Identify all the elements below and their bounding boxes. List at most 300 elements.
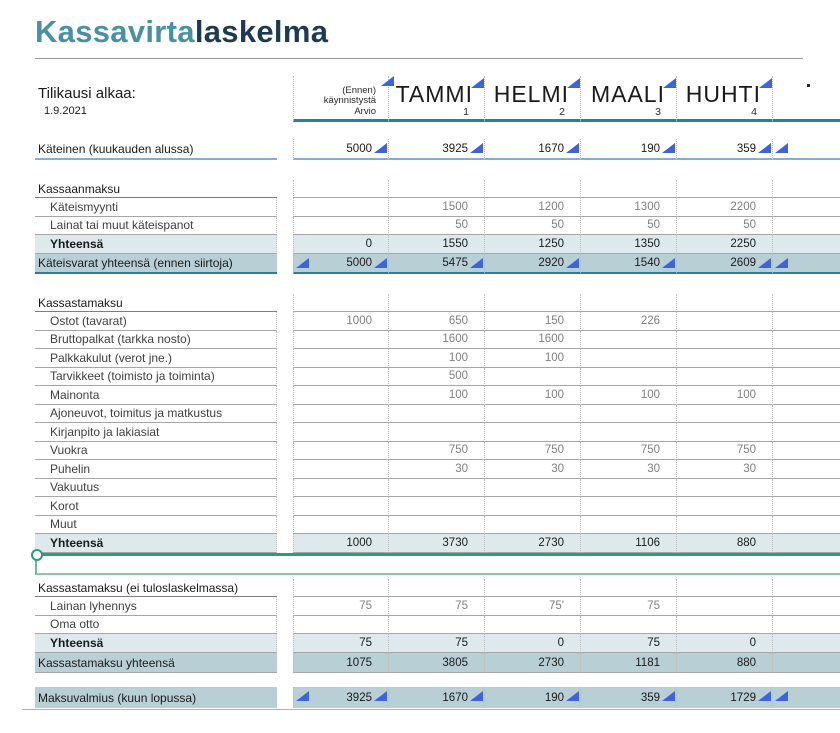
cell-pre[interactable]	[293, 217, 389, 236]
cell-tammi[interactable]	[389, 534, 485, 553]
row-label-cell[interactable]: Yhteensä	[35, 534, 277, 553]
cell-value: 150	[544, 314, 564, 327]
cell-maali[interactable]	[581, 386, 677, 405]
cell-next-clipped[interactable]	[773, 405, 840, 424]
month-number: 3	[655, 106, 661, 118]
cell-huhti[interactable]	[677, 516, 773, 535]
cell-tammi[interactable]	[389, 294, 485, 312]
cell-huhti[interactable]	[677, 217, 773, 236]
cell-pre[interactable]	[293, 534, 389, 553]
cell-tammi[interactable]	[389, 634, 485, 653]
cell-value: 750	[544, 444, 564, 457]
selection-rectangle[interactable]	[35, 553, 840, 575]
cell-next-clipped[interactable]	[773, 516, 840, 535]
cell-huhti[interactable]	[677, 312, 773, 331]
row-label-cell[interactable]: Lainan lyhennys	[35, 597, 277, 616]
row-mainonta	[35, 386, 840, 405]
column-gap	[277, 497, 293, 516]
cell-tammi[interactable]	[389, 479, 485, 498]
cell-value: 2730	[538, 656, 564, 669]
row-label-cell[interactable]: Muut	[35, 516, 277, 535]
column-gap	[277, 368, 293, 387]
cell-maali[interactable]	[581, 579, 677, 597]
cell-pre[interactable]	[293, 634, 389, 653]
row-label-cell[interactable]: Korot	[35, 497, 277, 516]
cell-tammi[interactable]	[389, 405, 485, 424]
row-label-cell[interactable]: Kassastamaksu	[35, 294, 277, 312]
cell-tammi[interactable]	[389, 460, 485, 479]
cell-tammi[interactable]	[389, 139, 485, 160]
row-k-teisvarat-yhteens-ennen-siirtoja	[35, 254, 840, 274]
cell-helmi[interactable]	[485, 368, 581, 387]
selection-handle[interactable]	[31, 549, 43, 561]
row-label-cell[interactable]: Yhteensä	[35, 235, 277, 254]
flag-icon	[296, 691, 309, 701]
row-selection	[35, 553, 840, 575]
cell-maali[interactable]	[581, 235, 677, 254]
cell-value: 0	[365, 238, 372, 250]
cell-next[interactable]	[773, 579, 840, 597]
row-palkkakulut-verot-jne	[35, 349, 840, 368]
cell-next-clipped[interactable]	[773, 198, 840, 217]
cell-next-clipped[interactable]	[773, 479, 840, 498]
cell-pre[interactable]	[293, 687, 389, 708]
row-lainan-lyhennys	[35, 597, 840, 616]
cell-maali[interactable]	[581, 217, 677, 236]
flag-icon	[758, 143, 771, 153]
row-gap	[35, 673, 840, 687]
cell-helmi[interactable]	[485, 442, 581, 461]
cell-huhti[interactable]	[677, 534, 773, 553]
month-name: HELMI	[493, 81, 569, 107]
row-bruttopalkat-tarkka-nosto	[35, 331, 840, 350]
cell-value: 1550	[442, 238, 468, 250]
cell-tammi[interactable]	[389, 368, 485, 387]
cell-next-clipped[interactable]	[773, 634, 840, 653]
cell-value: 75	[647, 637, 660, 649]
cell-value: 100	[640, 388, 660, 401]
cell-value: 75'	[549, 599, 564, 612]
row-vuokra	[35, 442, 840, 461]
cell-value: 359	[736, 142, 756, 155]
row-label-cell[interactable]: Vakuutus	[35, 479, 277, 498]
cell-next-clipped[interactable]	[773, 349, 840, 368]
cell-maali[interactable]	[581, 312, 677, 331]
cell-huhti[interactable]	[677, 331, 773, 350]
cell-tammi[interactable]	[389, 349, 485, 368]
cell-maali[interactable]	[581, 653, 677, 673]
cell-helmi[interactable]	[485, 653, 581, 673]
cell-next-clipped[interactable]	[773, 534, 840, 553]
cell-value: 2200	[730, 200, 756, 213]
flag-icon	[470, 143, 483, 153]
cell-tammi[interactable]	[389, 497, 485, 516]
cell-pre[interactable]	[293, 497, 389, 516]
row-label-cell[interactable]: Käteinen (kuukauden alussa)	[35, 139, 277, 160]
cell-next[interactable]	[773, 180, 840, 198]
cell-helmi[interactable]	[485, 497, 581, 516]
cell-maali[interactable]	[581, 597, 677, 616]
cell-pre[interactable]	[293, 442, 389, 461]
column-gap	[277, 423, 293, 442]
cell-huhti[interactable]	[677, 405, 773, 424]
row-label-cell[interactable]: Maksuvalmius (kuun lopussa)	[35, 687, 277, 708]
cell-helmi[interactable]	[485, 217, 581, 236]
cell-pre[interactable]	[293, 368, 389, 387]
cell-tammi[interactable]	[389, 687, 485, 708]
cell-value: 30	[743, 462, 756, 475]
cell-value: 2920	[538, 257, 564, 269]
cell-value: 1181	[635, 656, 660, 669]
cell-helmi[interactable]	[485, 534, 581, 553]
cell-pre[interactable]	[293, 254, 389, 274]
cell-maali[interactable]	[581, 368, 677, 387]
column-header-maali[interactable]	[581, 76, 677, 122]
row-label-cell[interactable]: Kirjanpito ja lakiasiat	[35, 423, 277, 442]
cell-maali[interactable]	[581, 634, 677, 653]
cell-tammi[interactable]	[389, 423, 485, 442]
row-maksuvalmius-kuun-lopussa	[35, 687, 840, 708]
cell-next-clipped[interactable]	[773, 235, 840, 254]
cell-value: 5000	[346, 257, 372, 269]
pre-column-line: Arvio	[354, 105, 376, 117]
row-ajoneuvot-toimitus-ja-matkustus	[35, 405, 840, 424]
cell-maali[interactable]	[581, 516, 677, 535]
cell-tammi[interactable]	[389, 198, 485, 217]
flag-icon	[775, 258, 788, 268]
cell-value: 2250	[730, 238, 756, 250]
column-gap	[277, 76, 293, 122]
row-label-cell[interactable]: Kassaanmaksu	[35, 180, 277, 198]
cell-next-clipped[interactable]	[773, 597, 840, 616]
flag-icon	[662, 258, 675, 268]
cell-value: 1350	[634, 238, 660, 250]
cell-tammi[interactable]	[389, 217, 485, 236]
cell-huhti[interactable]	[677, 254, 773, 274]
cell-value: 5000	[346, 142, 372, 155]
cell-value: 1000	[346, 537, 372, 549]
cell-helmi[interactable]	[485, 460, 581, 479]
cell-tammi[interactable]	[389, 442, 485, 461]
cell-value: 30	[551, 462, 564, 475]
cell-value: 50	[551, 219, 564, 232]
cell-next-clipped[interactable]	[773, 423, 840, 442]
flag-icon	[374, 143, 387, 153]
row-label-cell[interactable]: Vuokra	[35, 442, 277, 461]
column-gap	[277, 534, 293, 553]
column-gap	[277, 616, 293, 635]
cell-pre[interactable]	[293, 579, 389, 597]
row-gap	[35, 122, 840, 139]
row-kassaanmaksu	[35, 180, 840, 198]
cell-helmi[interactable]	[485, 634, 581, 653]
row-label-cell[interactable]: Tarvikkeet (toimisto ja toiminta)	[35, 368, 277, 387]
cell-helmi[interactable]	[485, 423, 581, 442]
cell-next-clipped[interactable]	[773, 368, 840, 387]
cell-value: 1200	[538, 200, 564, 213]
cell-tammi[interactable]	[389, 386, 485, 405]
month-name: HUHTI	[685, 81, 761, 107]
column-gap	[277, 634, 293, 653]
column-gap	[277, 386, 293, 405]
row-muut	[35, 516, 840, 535]
cell-value: 1670	[538, 142, 564, 155]
cell-value: 100	[448, 388, 468, 401]
cell-maali[interactable]	[581, 616, 677, 635]
row-label-cell[interactable]: Ostot (tavarat)	[35, 312, 277, 331]
cell-helmi[interactable]	[485, 180, 581, 198]
cell-value: 30	[647, 462, 660, 475]
cell-value: 1540	[634, 257, 660, 269]
cell-maali[interactable]	[581, 180, 677, 198]
column-header-tammi[interactable]	[389, 76, 485, 122]
cell-value: 750	[736, 444, 756, 457]
row-label-cell[interactable]: Kassastamaksu (ei tuloslaskelmassa)	[35, 579, 277, 597]
cell-helmi[interactable]	[485, 579, 581, 597]
row-kassastamaksu-ei-tuloslaskelmassa	[35, 579, 840, 597]
cell-value: 650	[448, 314, 468, 327]
cell-next-clipped[interactable]	[773, 312, 840, 331]
cell-helmi[interactable]	[485, 294, 581, 312]
cell-next-clipped[interactable]	[773, 442, 840, 461]
cell-huhti[interactable]	[677, 579, 773, 597]
cell-value: 1729	[730, 691, 756, 704]
cell-next-clipped[interactable]	[773, 254, 840, 274]
cell-helmi[interactable]	[485, 479, 581, 498]
cell-value: 75	[647, 599, 660, 612]
cell-pre[interactable]	[293, 479, 389, 498]
cell-pre[interactable]	[293, 198, 389, 217]
cell-pre[interactable]	[293, 597, 389, 616]
row-label-cell[interactable]: Mainonta	[35, 386, 277, 405]
column-gap	[277, 405, 293, 424]
period-cell[interactable]	[35, 76, 277, 122]
cell-helmi[interactable]	[485, 516, 581, 535]
cell-pre[interactable]	[293, 516, 389, 535]
cell-tammi[interactable]	[389, 579, 485, 597]
period-label: Tilikausi alkaa:	[38, 85, 136, 102]
cell-value: 30	[455, 462, 468, 475]
cell-huhti[interactable]	[677, 294, 773, 312]
cell-maali[interactable]	[581, 423, 677, 442]
cell-value: 190	[544, 691, 564, 704]
row-label-cell[interactable]: Käteisvarat yhteensä (ennen siirtoja)	[35, 254, 277, 274]
cell-tammi[interactable]	[389, 331, 485, 350]
cell-helmi[interactable]	[485, 331, 581, 350]
column-header-helmi[interactable]	[485, 76, 581, 122]
clipped-next-month-mark	[807, 84, 810, 87]
row-gap	[35, 160, 840, 180]
cell-pre[interactable]	[293, 139, 389, 160]
cell-huhti[interactable]	[677, 634, 773, 653]
cell-value: 2609	[730, 257, 756, 269]
cell-maali[interactable]	[581, 294, 677, 312]
row-yhteens	[35, 634, 840, 653]
month-number: 4	[751, 106, 757, 118]
cell-helmi[interactable]	[485, 405, 581, 424]
page-title-accent: Kassavirta	[35, 14, 195, 49]
column-gap	[277, 217, 293, 236]
month-number: 2	[559, 106, 565, 118]
row-label-cell[interactable]: Käteismyynti	[35, 198, 277, 217]
cell-maali[interactable]	[581, 198, 677, 217]
row-label-cell[interactable]: Ajoneuvot, toimitus ja matkustus	[35, 405, 277, 424]
cell-next-clipped[interactable]	[773, 616, 840, 635]
cell-huhti[interactable]	[677, 653, 773, 673]
row-label-cell[interactable]: Bruttopalkat (tarkka nosto)	[35, 331, 277, 350]
flag-icon	[296, 258, 309, 268]
cell-pre[interactable]	[293, 423, 389, 442]
cell-value: 0	[557, 637, 564, 649]
row-label-cell[interactable]: Oma otto	[35, 616, 277, 635]
cell-value: 1250	[538, 238, 564, 250]
cell-value: 1600	[538, 333, 564, 346]
column-gap	[277, 597, 293, 616]
cell-huhti[interactable]	[677, 139, 773, 160]
cell-tammi[interactable]	[389, 653, 485, 673]
cell-value: 50	[455, 219, 468, 232]
cell-pre[interactable]	[293, 331, 389, 350]
cell-helmi[interactable]	[485, 616, 581, 635]
cell-huhti[interactable]	[677, 616, 773, 635]
month-number: 1	[463, 106, 469, 118]
cell-huhti[interactable]	[677, 442, 773, 461]
cell-helmi[interactable]	[485, 386, 581, 405]
column-gap	[277, 516, 293, 535]
row-korot	[35, 497, 840, 516]
cell-helmi[interactable]	[485, 687, 581, 708]
row-gap	[35, 274, 840, 294]
cell-huhti[interactable]	[677, 368, 773, 387]
cell-huhti[interactable]	[677, 479, 773, 498]
cell-pre[interactable]	[293, 349, 389, 368]
cell-next[interactable]	[773, 294, 840, 312]
cell-tammi[interactable]	[389, 616, 485, 635]
cell-tammi[interactable]	[389, 180, 485, 198]
row-label-cell[interactable]: Kassastamaksu yhteensä	[35, 653, 277, 673]
cell-pre[interactable]	[293, 460, 389, 479]
cell-next-clipped[interactable]	[773, 217, 840, 236]
cell-maali[interactable]	[581, 442, 677, 461]
cell-next-clipped[interactable]	[773, 653, 840, 673]
cell-value: 100	[736, 388, 756, 401]
row-label-cell[interactable]: Palkkakulut (verot jne.)	[35, 349, 277, 368]
cell-tammi[interactable]	[389, 235, 485, 254]
cell-next-clipped[interactable]	[773, 687, 840, 708]
cell-helmi[interactable]	[485, 597, 581, 616]
month-name: MAALI	[590, 81, 665, 107]
pre-column-line: (Ennen)	[342, 84, 376, 96]
cell-huhti[interactable]	[677, 180, 773, 198]
cell-huhti[interactable]	[677, 460, 773, 479]
cell-value: 3925	[346, 691, 372, 704]
cell-value: 75	[455, 599, 468, 612]
cell-maali[interactable]	[581, 331, 677, 350]
flag-icon	[662, 143, 675, 153]
cell-tammi[interactable]	[389, 254, 485, 274]
column-header-huhti[interactable]	[677, 76, 773, 122]
column-gap	[277, 312, 293, 331]
cell-maali[interactable]	[581, 687, 677, 708]
row-label-cell[interactable]: Puhelin	[35, 460, 277, 479]
cell-value: 75	[359, 599, 372, 612]
column-gap	[277, 139, 293, 160]
row-lainat-tai-muut-k-teispanot	[35, 217, 840, 236]
cell-helmi[interactable]	[485, 139, 581, 160]
cell-value: 500	[448, 370, 468, 383]
cell-tammi[interactable]	[389, 312, 485, 331]
column-gap	[277, 579, 293, 597]
flag-icon	[566, 691, 579, 701]
cell-next-clipped[interactable]	[773, 497, 840, 516]
cell-huhti[interactable]	[677, 687, 773, 708]
cell-pre[interactable]	[293, 616, 389, 635]
cell-maali[interactable]	[581, 254, 677, 274]
cell-tammi[interactable]	[389, 597, 485, 616]
cell-value: 750	[448, 444, 468, 457]
cell-maali[interactable]	[581, 460, 677, 479]
cell-pre[interactable]	[293, 386, 389, 405]
column-header-next-clipped[interactable]	[773, 76, 840, 122]
cell-huhti[interactable]	[677, 386, 773, 405]
cell-pre[interactable]	[293, 405, 389, 424]
column-gap	[277, 442, 293, 461]
cell-pre[interactable]	[293, 312, 389, 331]
row-label-cell[interactable]: Yhteensä	[35, 634, 277, 653]
cell-maali[interactable]	[581, 139, 677, 160]
table-header-row	[35, 76, 840, 122]
cell-value: 359	[640, 691, 660, 704]
cell-huhti[interactable]	[677, 235, 773, 254]
cell-maali[interactable]	[581, 479, 677, 498]
cell-huhti[interactable]	[677, 497, 773, 516]
cell-next-clipped[interactable]	[773, 386, 840, 405]
cell-huhti[interactable]	[677, 423, 773, 442]
cell-value: 3805	[442, 656, 468, 669]
cell-maali[interactable]	[581, 497, 677, 516]
flag-icon	[374, 691, 387, 701]
cell-maali[interactable]	[581, 349, 677, 368]
cell-pre[interactable]	[293, 653, 389, 673]
cell-tammi[interactable]	[389, 516, 485, 535]
cell-helmi[interactable]	[485, 198, 581, 217]
row-kirjanpito-ja-lakiasiat	[35, 423, 840, 442]
row-label-cell[interactable]: Lainat tai muut käteispanot	[35, 217, 277, 236]
cell-pre[interactable]	[293, 180, 389, 198]
cell-huhti[interactable]	[677, 597, 773, 616]
column-header-pre-startup[interactable]	[293, 76, 389, 122]
cell-helmi[interactable]	[485, 254, 581, 274]
flag-icon	[470, 691, 483, 701]
cell-helmi[interactable]	[485, 312, 581, 331]
cell-value: 5475	[442, 257, 468, 269]
cell-next-clipped[interactable]	[773, 331, 840, 350]
cell-value: 100	[544, 388, 564, 401]
page-title-rest: laskelma	[194, 14, 329, 49]
cell-helmi[interactable]	[485, 349, 581, 368]
cell-maali[interactable]	[581, 405, 677, 424]
cell-maali[interactable]	[581, 534, 677, 553]
flag-icon	[662, 691, 675, 701]
cell-next-clipped[interactable]	[773, 139, 840, 160]
cell-huhti[interactable]	[677, 349, 773, 368]
cell-pre[interactable]	[293, 235, 389, 254]
cell-helmi[interactable]	[485, 235, 581, 254]
cell-next-clipped[interactable]	[773, 460, 840, 479]
cell-huhti[interactable]	[677, 198, 773, 217]
flag-icon	[470, 258, 483, 268]
cell-pre[interactable]	[293, 294, 389, 312]
